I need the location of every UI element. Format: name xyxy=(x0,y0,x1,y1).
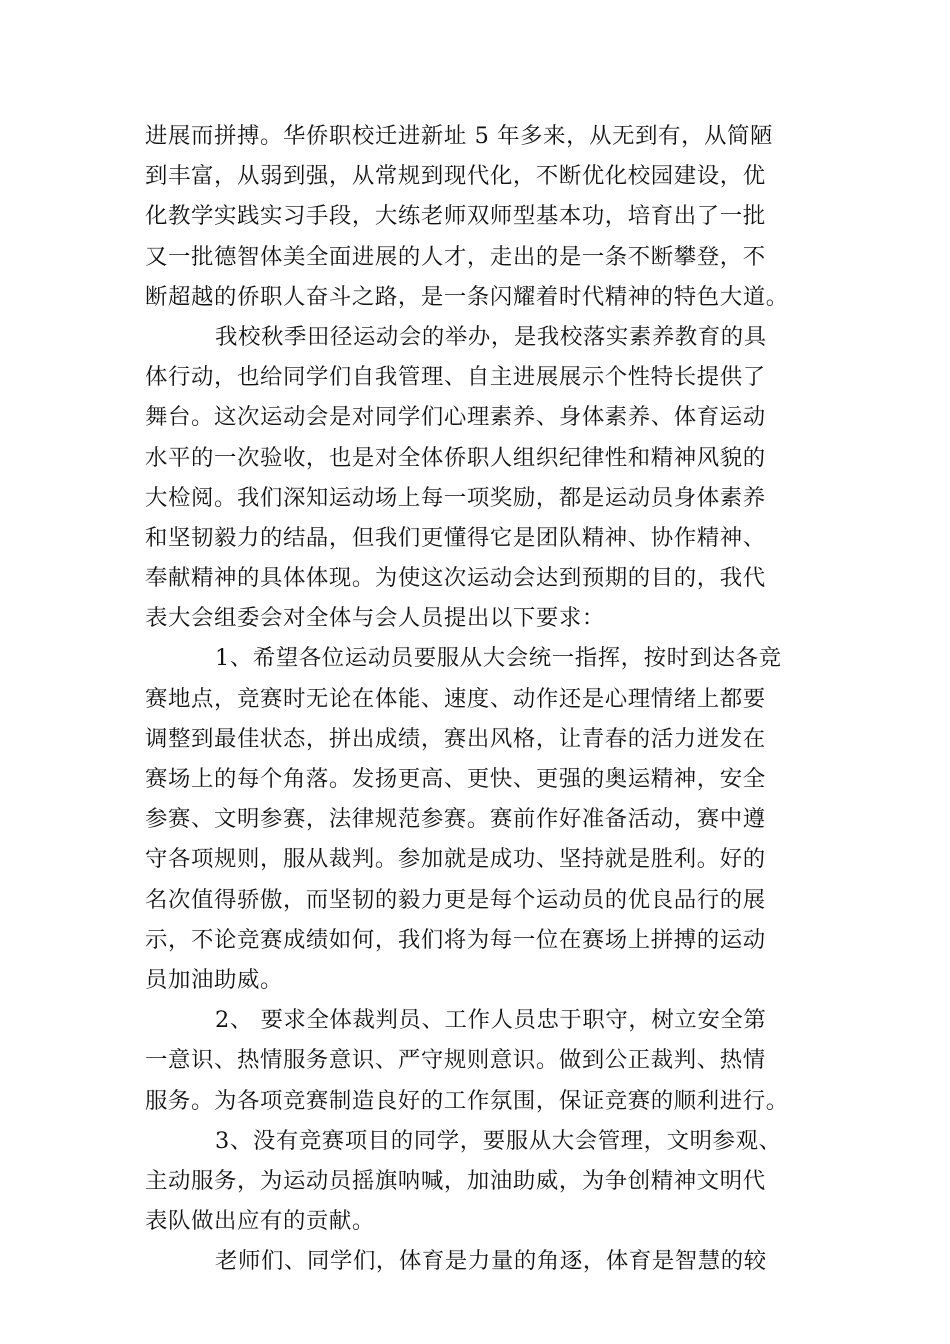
text-line: 赛地点，竞赛时无论在体能、速度、动作还是心理情绪上都要 xyxy=(145,685,766,712)
text-line: 化教学实践实习手段，大练老师双师型基本功，培育出了一批 xyxy=(145,203,766,230)
text-line: 进展而拼搏。华侨职校迁进新址 5 年多来，从无到有，从简陋 xyxy=(145,123,774,149)
text-line: 老师们、同学们，体育是力量的角逐，体育是智慧的较 xyxy=(215,1248,767,1275)
text-line: 断超越的侨职人奋斗之路，是一条闪耀着时代精神的特色大道。 xyxy=(145,283,789,310)
text-line: 和坚韧毅力的结晶，但我们更懂得它是团队精神、协作精神、 xyxy=(145,524,766,551)
text-line: 服务。为各项竞赛制造良好的工作氛围，保证竞赛的顺利进行。 xyxy=(145,1087,789,1114)
text-line: 一意识、热情服务意识、严守规则意识。做到公正裁判、热情 xyxy=(145,1047,766,1074)
text-line: 守各项规则，服从裁判。参加就是成功、坚持就是胜利。好的 xyxy=(145,846,766,873)
text-line: 名次值得骄傲，而坚韧的毅力更是每个运动员的优良品行的展 xyxy=(145,886,766,913)
text-line: 主动服务，为运动员摇旗呐喊，加油助威，为争创精神文明代 xyxy=(145,1167,766,1194)
paragraph-4 xyxy=(145,1000,805,1121)
text-line: 到丰富，从弱到强，从常规到现代化，不断优化校园建设，优 xyxy=(145,163,766,190)
text-line: 表队做出应有的贡献。 xyxy=(145,1208,375,1235)
paragraph-1 xyxy=(145,116,805,317)
text-line: 舞台。这次运动会是对同学们心理素养、身体素养、体育运动 xyxy=(145,404,766,431)
text-line: 1、希望各位运动员要服从大会统一指挥，按时到达各竞 xyxy=(215,645,782,672)
text-line: 奉献精神的具体体现。为使这次运动会达到预期的目的，我代 xyxy=(145,565,766,592)
text-line: 我校秋季田径运动会的举办，是我校落实素养教育的具 xyxy=(215,323,767,350)
body-text xyxy=(145,116,805,1281)
paragraph-2 xyxy=(145,317,805,639)
text-line: 又一批德智体美全面进展的人才，走出的是一条不断攀登，不 xyxy=(145,243,766,270)
text-line: 2、 要求全体裁判员、工作人员忠于职守，树立安全第 xyxy=(215,1007,767,1034)
text-line: 示，不论竞赛成绩如何，我们将为每一位在赛场上拼搏的运动 xyxy=(145,926,766,953)
text-line: 员加油助威。 xyxy=(145,966,283,993)
text-line: 参赛、文明参赛，法律规范参赛。赛前作好准备活动，赛中遵 xyxy=(145,806,766,833)
text-line: 调整到最佳状态，拼出成绩，赛出风格，让青春的活力迸发在 xyxy=(145,725,766,752)
text-line: 体行动，也给同学们自我管理、自主进展展示个性特长提供了 xyxy=(145,364,766,391)
paragraph-3 xyxy=(145,638,805,1000)
text-line: 水平的一次验收，也是对全体侨职人组织纪律性和精神风貌的 xyxy=(145,444,766,471)
text-line: 赛场上的每个角落。发扬更高、更快、更强的奥运精神，安全 xyxy=(145,766,766,792)
text-line: 表大会组委会对全体与会人员提出以下要求： xyxy=(145,605,605,632)
text-line: 3、没有竞赛项目的同学，要服从大会管理，文明参观、 xyxy=(215,1127,782,1154)
text-line: 大检阅。我们深知运动场上每一项奖励，都是运动员身体素养 xyxy=(145,484,766,511)
paragraph-5 xyxy=(145,1121,805,1242)
paragraph-6 xyxy=(145,1241,805,1281)
